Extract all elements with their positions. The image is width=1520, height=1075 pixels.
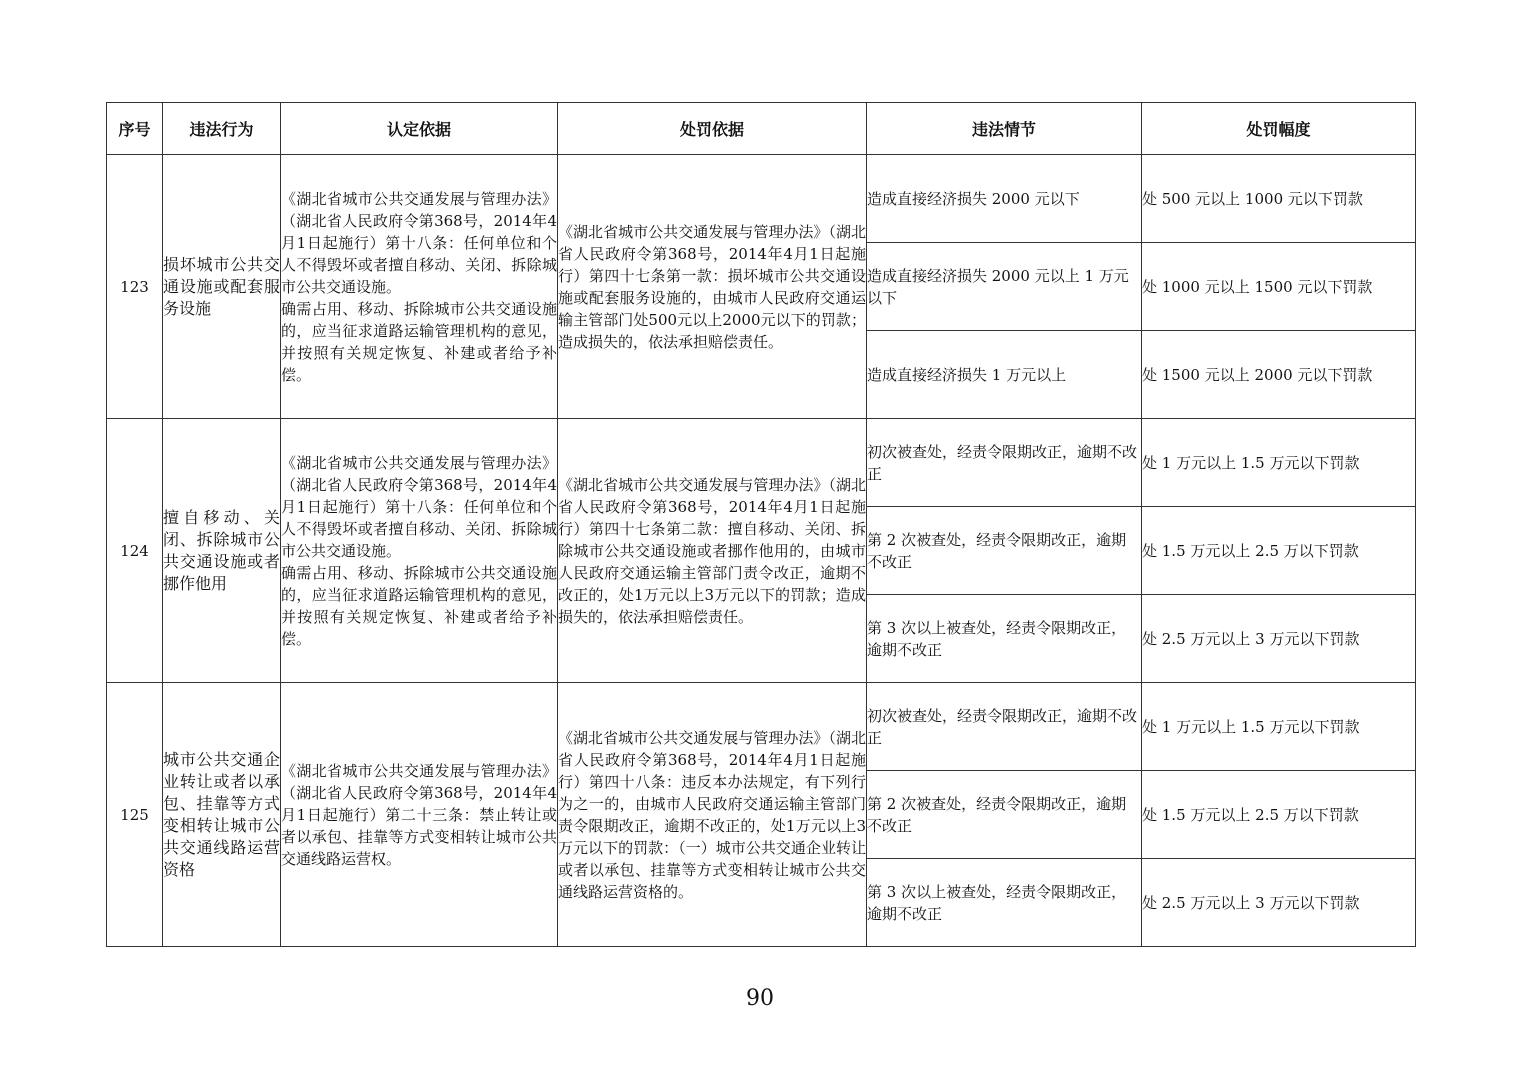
header-circumstance: 违法情节 <box>867 103 1142 155</box>
header-act: 违法行为 <box>163 103 281 155</box>
row-penalty-basis: 《湖北省城市公共交通发展与管理办法》（湖北省人民政府令第368号，2014年4月1日起施行）第四十七条第一款：损坏城市公共交通设施或配套服务设施的，由城市人民政府交通运输主管部门处500元以上2000元以下的罚款；造成损失的，依法承担赔偿责任。 <box>558 155 867 419</box>
penalty-table <box>106 102 1416 947</box>
row-basis <box>281 683 558 947</box>
row-index: 124 <box>107 419 163 683</box>
table-row <box>107 419 1416 507</box>
row-basis <box>281 419 558 683</box>
row-circumstance: 造成直接经济损失 2000 元以上 1 万元以下 <box>867 243 1142 331</box>
row-range: 处 2.5 万元以上 3 万元以下罚款 <box>1142 595 1416 683</box>
header-row <box>107 103 1416 155</box>
table-row <box>107 683 1416 771</box>
row-circumstance: 第 3 次以上被查处，经责令限期改正，逾期不改正 <box>867 859 1142 947</box>
header-range: 处罚幅度 <box>1142 103 1416 155</box>
row-range: 处 2.5 万元以上 3 万元以下罚款 <box>1142 859 1416 947</box>
row-circumstance: 造成直接经济损失 2000 元以下 <box>867 155 1142 243</box>
row-circumstance: 造成直接经济损失 1 万元以上 <box>867 331 1142 419</box>
row-circumstance: 初次被查处，经责令限期改正，逾期不改正 <box>867 419 1142 507</box>
header-basis: 认定依据 <box>281 103 558 155</box>
basis-paragraph: 《湖北省城市公共交通发展与管理办法》（湖北省人民政府令第368号，2014年4月1日起施行）第十八条：任何单位和个人不得毁坏或者擅自移动、关闭、拆除城市公共交通设施。 <box>281 189 557 296</box>
row-index: 125 <box>107 683 163 947</box>
basis-paragraph: 《湖北省城市公共交通发展与管理办法》（湖北省人民政府令第368号，2014年4月1日起施行）第十八条：任何单位和个人不得毁坏或者擅自移动、关闭、拆除城市公共交通设施。 <box>281 453 557 560</box>
row-range: 处 1.5 万元以上 2.5 万以下罚款 <box>1142 507 1416 595</box>
table-row <box>107 155 1416 243</box>
row-range: 处 1.5 万元以上 2.5 万以下罚款 <box>1142 771 1416 859</box>
basis-paragraph: 确需占用、移动、拆除城市公共交通设施的，应当征求道路运输管理机构的意见，并按照有关规定恢复、补建或者给予补偿。 <box>281 299 557 384</box>
row-act: 城市公共交通企业转让或者以承包、挂靠等方式变相转让城市公共交通线路运营资格 <box>163 683 281 947</box>
row-penalty-basis: 《湖北省城市公共交通发展与管理办法》（湖北省人民政府令第368号，2014年4月1日起施行）第四十七条第二款：擅自移动、关闭、拆除城市公共交通设施或者挪作他用的，由城市人民政府交通运输主管部门责令改正，逾期不改正的，处1万元以上3万元以下的罚款；造成损失的，依法承担赔偿责任。 <box>558 419 867 683</box>
row-circumstance: 初次被查处，经责令限期改正，逾期不改正 <box>867 683 1142 771</box>
row-circumstance: 第 3 次以上被查处，经责令限期改正，逾期不改正 <box>867 595 1142 683</box>
row-circumstance: 第 2 次被查处，经责令限期改正，逾期不改正 <box>867 771 1142 859</box>
row-index: 123 <box>107 155 163 419</box>
page-number: 90 <box>746 986 774 1011</box>
row-range: 处 1500 元以上 2000 元以下罚款 <box>1142 331 1416 419</box>
basis-paragraph: 确需占用、移动、拆除城市公共交通设施的，应当征求道路运输管理机构的意见，并按照有关规定恢复、补建或者给予补偿。 <box>281 563 557 648</box>
row-act: 擅自移动、关闭、拆除城市公共交通设施或者挪作他用 <box>163 419 281 683</box>
row-penalty-basis: 《湖北省城市公共交通发展与管理办法》（湖北省人民政府令第368号，2014年4月1日起施行）第四十八条：违反本办法规定，有下列行为之一的，由城市人民政府交通运输主管部门责令限期改正，逾期不改正的，处1万元以上3万元以下的罚款：（一）城市公共交通企业转让或者以承包、挂靠等方式变相转让城市公共交通线路运营资格的。 <box>558 683 867 947</box>
row-circumstance: 第 2 次被查处，经责令限期改正，逾期不改正 <box>867 507 1142 595</box>
row-range: 处 1 万元以上 1.5 万元以下罚款 <box>1142 419 1416 507</box>
row-range: 处 1000 元以上 1500 元以下罚款 <box>1142 243 1416 331</box>
row-basis <box>281 155 558 419</box>
row-range: 处 1 万元以上 1.5 万元以下罚款 <box>1142 683 1416 771</box>
basis-paragraph: 《湖北省城市公共交通发展与管理办法》（湖北省人民政府令第368号，2014年4月1日起施行）第二十三条：禁止转让或者以承包、挂靠等方式变相转让城市公共交通线路运营权。 <box>281 761 557 868</box>
header-penalty-basis: 处罚依据 <box>558 103 867 155</box>
row-act: 损坏城市公共交通设施或配套服务设施 <box>163 155 281 419</box>
row-range: 处 500 元以上 1000 元以下罚款 <box>1142 155 1416 243</box>
header-index: 序号 <box>107 103 163 155</box>
